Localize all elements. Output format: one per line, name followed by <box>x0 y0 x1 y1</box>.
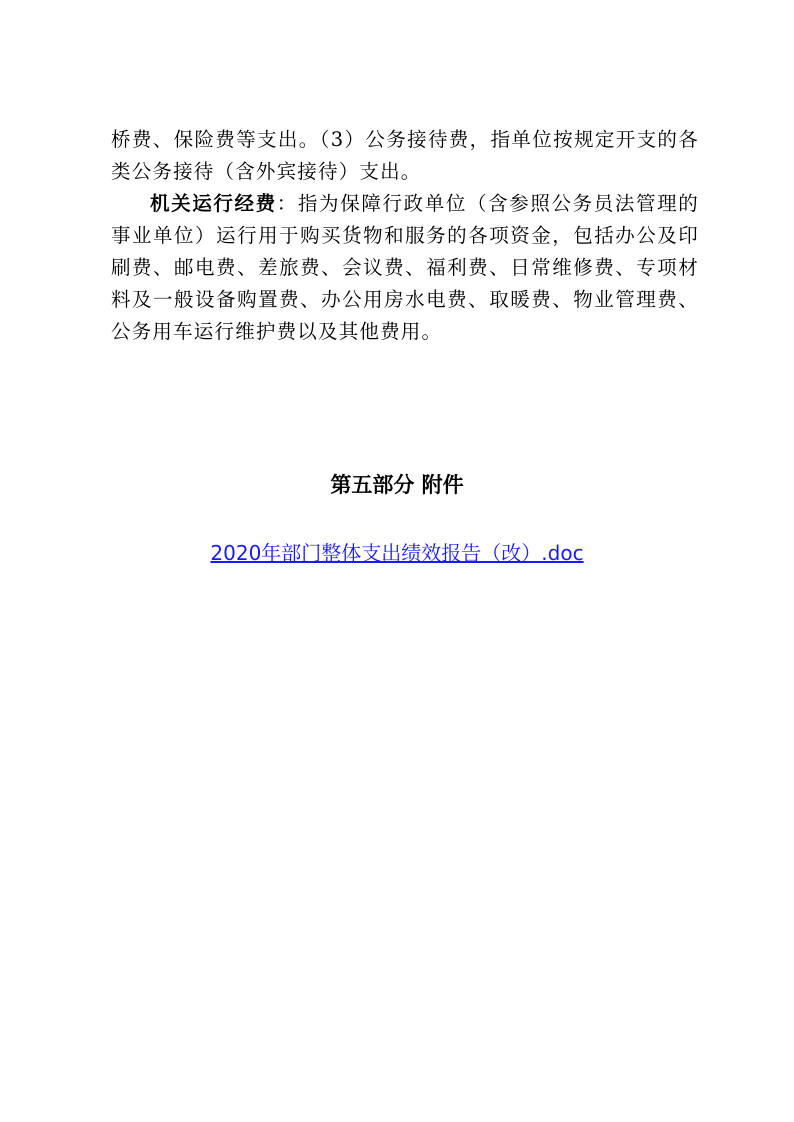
body-text-block <box>111 124 699 348</box>
definition-operating-expenses: ：指为保障行政单位（含参照公务员法管理的事业单位）运行用于购买货物和服务的各项资金，包括办公及印刷费、邮电费、差旅费、会议费、福利费、日常维修费、专项材料及一般设备购置费、办公用房水电费、取暖费、物业管理费、公务用车运行维护费以及其他费用。 <box>111 192 699 343</box>
attachment-link[interactable]: 2020年部门整体支出绩效报告（改）.doc <box>210 541 584 565</box>
term-operating-expenses: 机关运行经费 <box>150 192 277 215</box>
paragraph-public-reception: 桥费、保险费等支出。（3）公务接待费，指单位按规定开支的各类公务接待（含外宾接待）支出。 <box>111 128 699 183</box>
attachment-container <box>0 538 794 568</box>
paragraph-operating-expenses <box>111 188 699 348</box>
section-title: 第五部分 附件 <box>330 473 464 497</box>
